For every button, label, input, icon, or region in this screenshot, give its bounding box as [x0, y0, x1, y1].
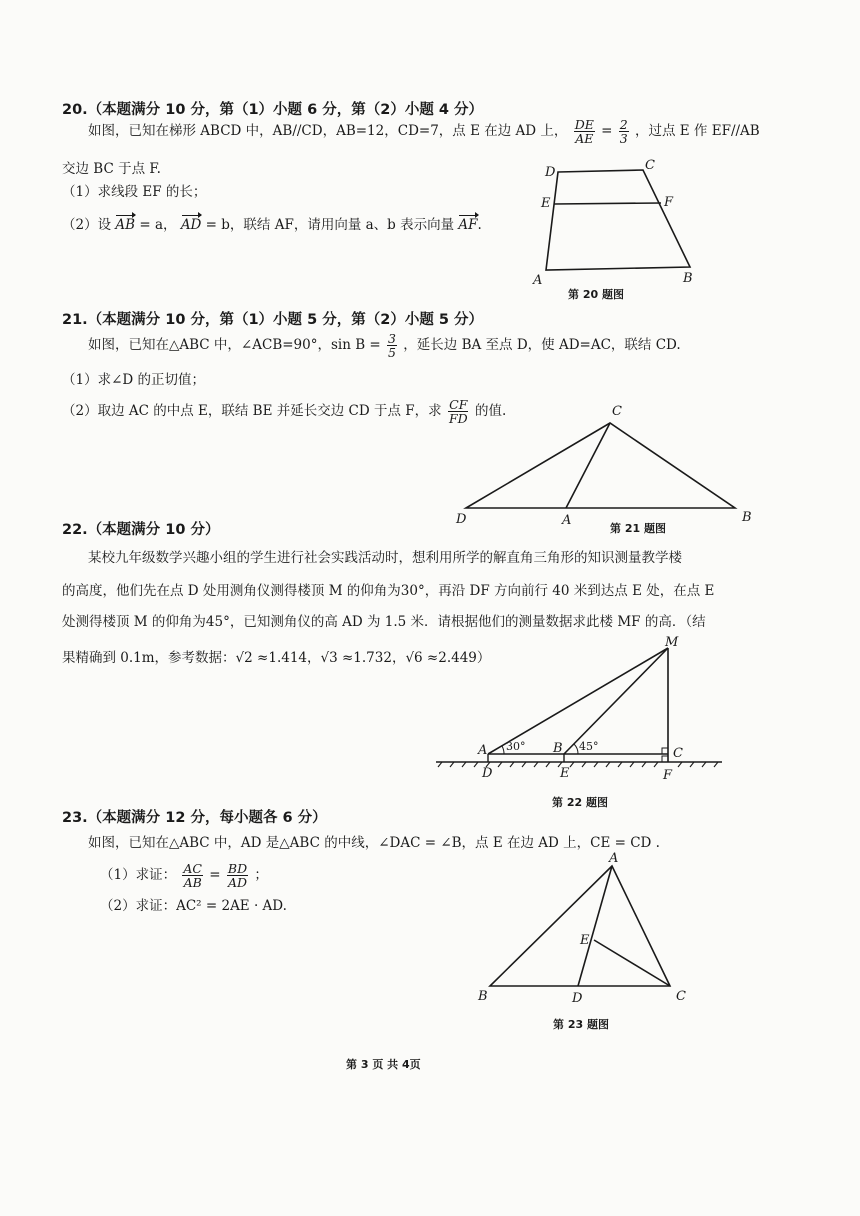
q20-heading: 20.（本题满分 10 分，第（1）小题 6 分，第（2）小题 4 分）: [62, 102, 484, 118]
q20-caption: 第 20 题图: [568, 288, 624, 301]
q22-label-D: D: [482, 766, 493, 781]
q23-line1: 如图，已知在△ABC 中，AD 是△ABC 的中线，∠DAC = ∠B，点 E 在边 AD 上，CE = CD .: [88, 835, 660, 851]
q20-label-A: A: [533, 273, 543, 288]
q22-line2: 的高度，他们先在点 D 处用测角仪测得楼顶 M 的仰角为30°，再沿 DF 方向前行 40 米到达点 E 处，在点 E: [62, 583, 715, 599]
q22-line1: 某校九年级数学兴趣小组的学生进行社会实践活动时，想利用所学的解直角三角形的知识测量教学楼: [88, 550, 682, 566]
q23-right-fraction: $\frac{BD}{AD}$: [227, 861, 248, 890]
q23-label-C: C: [676, 989, 686, 1004]
q21-part2: （2）取边 AC 的中点 E，联结 BE 并延长交边 CD 于点 F，求 $\frac{CF}{FD}$ 的值.: [62, 397, 507, 426]
q22-line3: 处测得楼顶 M 的仰角为45°，已知测角仪的高 AD 为 1.5 米．请根据他们的测量数据求此楼 MF 的高．（结: [62, 614, 706, 630]
q22-label-E: E: [560, 766, 570, 781]
q20-line1: 如图，已知在梯形 ABCD 中，AB//CD，AB=12，CD=7，点 E 在边 AD 上， $\frac{DE}{AE}$ = $\frac{2}{3}$ ，过点 E 作 EF//AB: [88, 117, 760, 146]
q23-left-fraction: $\frac{AC}{AB}$: [183, 861, 202, 890]
page-footer: 第 3 页 共 4页: [346, 1058, 421, 1071]
q20-label-B: B: [683, 271, 693, 286]
q20-part2: （2）设 AB = a， AD = b，联结 AF，请用向量 a、b 表示向量 AF.: [62, 217, 482, 233]
q23-triangle-figure: [470, 848, 700, 1018]
q21-ratio-fraction: $\frac{CF}{FD}$: [448, 397, 468, 426]
q21-label-C: C: [612, 404, 622, 419]
q21-label-A: A: [562, 513, 572, 528]
q22-label-M: M: [665, 636, 679, 650]
q21-label-D: D: [456, 512, 467, 527]
q22-label-A: A: [478, 743, 488, 758]
q22-label-C: C: [673, 746, 683, 761]
q23-part2: （2）求证：AC² = 2AE · AD.: [100, 898, 287, 914]
q23-label-D: D: [572, 991, 583, 1006]
q22-caption: 第 22 题图: [552, 796, 608, 809]
q23-label-E: E: [580, 933, 590, 948]
q21-label-B: B: [742, 510, 752, 525]
q20-value-fraction: $\frac{2}{3}$: [619, 117, 628, 146]
q21-heading: 21.（本题满分 10 分，第（1）小题 5 分，第（2）小题 5 分）: [62, 312, 484, 328]
q21-triangle-figure: [450, 398, 760, 528]
q22-label-F: F: [663, 768, 673, 783]
q20-trapezoid-figure: [525, 150, 710, 300]
q20-part1: （1）求线段 EF 的长；: [62, 184, 207, 200]
q20-line2: 交边 BC 于点 F.: [62, 161, 161, 177]
q20-ratio-fraction: $\frac{DE}{AE}$: [574, 117, 594, 146]
q23-caption: 第 23 题图: [553, 1018, 609, 1031]
q23-heading: 23.（本题满分 12 分，每小题各 6 分）: [62, 810, 327, 826]
q20-label-F: F: [664, 195, 674, 210]
q23-label-B: B: [478, 989, 488, 1004]
q23-part1: （1）求证： $\frac{AC}{AB}$ = $\frac{BD}{AD}$ ；: [100, 861, 268, 890]
q21-part1: （1）求∠D 的正切值；: [62, 372, 206, 388]
q20-label-C: C: [645, 158, 655, 173]
q23-label-A: A: [609, 851, 619, 866]
q22-building-figure: [432, 636, 728, 786]
q22-angle-30: 30°: [506, 740, 526, 753]
q22-heading: 22.（本题满分 10 分）: [62, 522, 220, 538]
q20-label-D: D: [545, 165, 556, 180]
q22-label-B: B: [553, 741, 563, 756]
q21-line1: 如图，已知在△ABC 中，∠ACB=90°，sin B = $\frac{3}{5}$ ，延长边 BA 至点 D，使 AD=AC，联结 CD.: [88, 331, 681, 360]
q20-label-E: E: [541, 196, 551, 211]
q22-line4: 果精确到 0.1m，参考数据：√2 ≈1.414，√3 ≈1.732，√6 ≈2.449）: [62, 650, 491, 666]
q21-sin-fraction: $\frac{3}{5}$: [388, 331, 396, 360]
q21-caption: 第 21 题图: [610, 522, 666, 535]
q22-angle-45: 45°: [579, 740, 599, 753]
